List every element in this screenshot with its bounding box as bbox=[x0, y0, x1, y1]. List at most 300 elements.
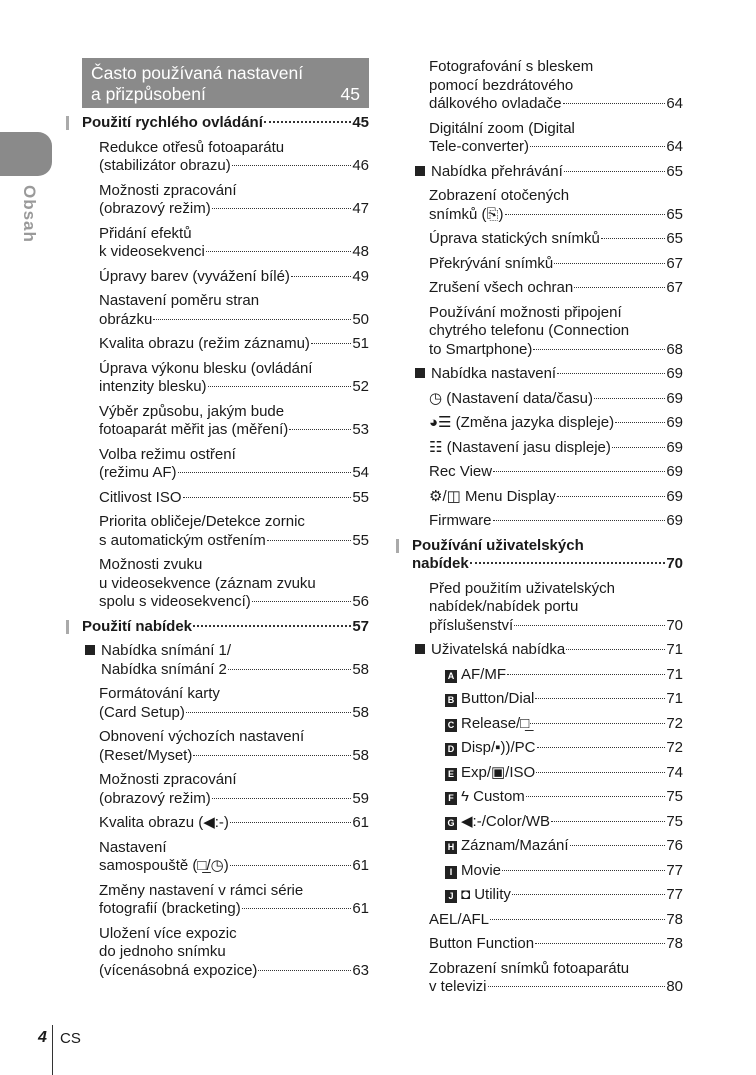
toc-entry-row bbox=[99, 268, 369, 287]
leader-dots bbox=[212, 208, 352, 209]
leader-dots bbox=[488, 986, 666, 987]
leader-dots bbox=[232, 165, 352, 166]
custom-menu-icon: G bbox=[445, 817, 457, 830]
footer-divider bbox=[52, 1025, 53, 1075]
toc-entry-row bbox=[445, 666, 683, 685]
toc-entry-title: ◘ Utility bbox=[461, 886, 511, 903]
toc-entry-page: 74 bbox=[666, 763, 683, 781]
toc-entry-line: Obnovení výchozích nastavení bbox=[99, 728, 305, 745]
toc-entry-line: Digitální zoom (Digital bbox=[429, 119, 575, 137]
toc-entry-page: 69 bbox=[666, 365, 683, 382]
toc-entry-row bbox=[445, 813, 683, 832]
toc-entry-title: (Card Setup) bbox=[99, 703, 185, 721]
toc-entry[interactable] bbox=[412, 163, 683, 182]
toc-entry-line: Před použitím uživatelských bbox=[429, 579, 615, 597]
leader-dots bbox=[554, 263, 665, 264]
toc-entry-page: 63 bbox=[352, 961, 369, 979]
toc-entry-line: pomocí bezdrátového bbox=[429, 76, 574, 94]
toc-entry-row bbox=[99, 311, 369, 330]
toc-entry[interactable] bbox=[82, 839, 369, 876]
toc-entry-row bbox=[445, 690, 683, 709]
custom-menu-icon: D bbox=[445, 743, 457, 756]
section-header-line2: a přizpůsobení bbox=[91, 84, 206, 104]
toc-right-list bbox=[412, 58, 683, 997]
leader-dots bbox=[258, 970, 351, 971]
toc-entry-page: 69 bbox=[666, 414, 683, 431]
toc-entry-line: Redukce otřesů fotoaparátu bbox=[99, 138, 285, 156]
toc-entry-page: 70 bbox=[666, 616, 683, 634]
leader-dots bbox=[557, 496, 665, 497]
toc-entry-page: 72 bbox=[666, 714, 683, 732]
toc-entry-title: spolu s videosekvencí) bbox=[99, 593, 251, 610]
toc-entry-page: 58 bbox=[352, 660, 369, 678]
toc-entry-line: Výběr způsobu, jakým bude bbox=[99, 402, 285, 420]
toc-entry-row bbox=[445, 788, 683, 807]
toc-entry[interactable] bbox=[82, 268, 369, 287]
toc-entry-page: 64 bbox=[666, 95, 683, 112]
toc-entry-page: 71 bbox=[666, 665, 683, 683]
toc-entry-title: k videosekvenci bbox=[99, 243, 205, 260]
toc-entry-row bbox=[429, 617, 683, 636]
custom-menu-icon: A bbox=[445, 670, 457, 683]
toc-entry-row bbox=[429, 206, 683, 225]
toc-entry-page: 67 bbox=[666, 279, 683, 296]
toc-entry-line: Nabídka snímání 1/ bbox=[101, 642, 232, 659]
toc-entry[interactable] bbox=[412, 58, 683, 114]
leader-dots bbox=[551, 821, 665, 822]
section-header[interactable] bbox=[82, 58, 369, 108]
toc-entry[interactable] bbox=[82, 642, 369, 679]
toc-entry[interactable] bbox=[412, 666, 683, 685]
toc-entry[interactable] bbox=[82, 556, 369, 612]
toc-entry-title: ϟ Custom bbox=[461, 788, 525, 805]
toc-entry[interactable] bbox=[82, 446, 369, 483]
toc-entry-page: 64 bbox=[666, 138, 683, 155]
section-marker bbox=[66, 116, 69, 130]
toc-entry-line: u videosekvence (záznam zvuku bbox=[99, 574, 316, 592]
toc-entry-row bbox=[99, 962, 369, 981]
toc-entry[interactable] bbox=[82, 139, 369, 176]
toc-entry-title: Uživatelská nabídka bbox=[431, 641, 566, 658]
toc-entry[interactable] bbox=[412, 739, 683, 758]
leader-dots bbox=[594, 398, 665, 399]
toc-entry-row bbox=[429, 341, 683, 360]
leader-dots bbox=[311, 343, 351, 344]
toc-entry-line: Přidání efektů bbox=[99, 224, 192, 242]
section-header-page: 45 bbox=[340, 84, 360, 104]
toc-entry-row bbox=[82, 618, 369, 637]
toc-entry[interactable] bbox=[412, 715, 683, 734]
toc-entry-title: samospouště (□̲/◷) bbox=[99, 857, 229, 874]
toc-entry-page: 65 bbox=[666, 205, 683, 223]
leader-dots bbox=[242, 908, 352, 909]
toc-entry-page: 55 bbox=[352, 488, 369, 506]
toc-entry-page: 75 bbox=[666, 812, 683, 830]
toc-entry-line-wrap bbox=[82, 642, 369, 661]
custom-menu-icon: I bbox=[445, 866, 457, 879]
page-number: 4 bbox=[38, 1029, 47, 1046]
toc-entry-title: Použití rychlého ovládání bbox=[82, 114, 263, 131]
bullet-square bbox=[415, 644, 425, 654]
toc-entry-title: Button/Dial bbox=[461, 690, 535, 707]
toc-entry[interactable] bbox=[82, 182, 369, 219]
toc-entry-title: příslušenství bbox=[429, 616, 514, 634]
toc-entry-row bbox=[429, 138, 683, 157]
leader-dots bbox=[178, 472, 352, 473]
leader-dots bbox=[206, 251, 351, 252]
toc-entry-page: 59 bbox=[352, 789, 369, 807]
toc-entry-title: Úpravy barev (vyvážení bílé) bbox=[99, 267, 290, 285]
leader-dots bbox=[212, 798, 352, 799]
toc-entry[interactable] bbox=[412, 886, 683, 905]
toc-entry-row bbox=[445, 886, 683, 905]
toc-entry-row bbox=[445, 715, 683, 734]
toc-entry-line: Možnosti zpracování bbox=[99, 181, 237, 199]
toc-entry-title: ☷ (Nastavení jasu displeje) bbox=[429, 438, 611, 456]
leader-dots bbox=[153, 319, 351, 320]
toc-entry-row bbox=[99, 747, 369, 766]
toc-entry[interactable] bbox=[412, 488, 683, 507]
toc-entry-title: ◕☰ (Změna jazyka displeje) bbox=[429, 414, 615, 431]
toc-entry-title: fotografií (bracketing) bbox=[99, 900, 241, 917]
toc-entry-title: (režimu AF) bbox=[99, 464, 177, 481]
toc-entry-page: 65 bbox=[666, 162, 683, 180]
toc-entry[interactable] bbox=[82, 292, 369, 329]
leader-dots bbox=[557, 373, 665, 374]
toc-entry-row bbox=[429, 279, 683, 298]
toc-entry-page: 46 bbox=[352, 157, 369, 174]
toc-entry[interactable] bbox=[412, 120, 683, 157]
toc-entry-title: (obrazový režim) bbox=[99, 789, 211, 807]
toc-entry-title: s automatickým ostřením bbox=[99, 531, 266, 549]
toc-entry-row bbox=[99, 464, 369, 483]
toc-entry[interactable] bbox=[82, 882, 369, 919]
leader-dots bbox=[530, 146, 665, 147]
leader-dots bbox=[570, 845, 666, 846]
leader-dots bbox=[264, 121, 351, 123]
toc-entry-row bbox=[429, 911, 683, 930]
toc-entry-page: 67 bbox=[666, 254, 683, 272]
toc-entry-title: Rec View bbox=[429, 463, 493, 480]
toc-entry[interactable] bbox=[412, 439, 683, 458]
toc-entry-page: 69 bbox=[666, 512, 683, 529]
toc-entry-title: AEL/AFL bbox=[429, 910, 490, 928]
toc-entry[interactable] bbox=[412, 390, 683, 409]
toc-entry-title: Zrušení všech ochran bbox=[429, 279, 574, 296]
toc-entry-title: intenzity blesku) bbox=[99, 378, 207, 395]
leader-dots bbox=[537, 747, 666, 748]
leader-dots bbox=[514, 625, 665, 626]
toc-entry-title: (Reset/Myset) bbox=[99, 746, 193, 764]
toc-entry-title: Movie bbox=[461, 861, 502, 879]
toc-entry-title: snímků (⎘) bbox=[429, 205, 504, 223]
toc-entry-page: 50 bbox=[352, 310, 369, 328]
toc-entry-title: Exp/▣/ISO bbox=[461, 763, 536, 781]
toc-entry[interactable] bbox=[82, 335, 369, 354]
bullet-square bbox=[415, 166, 425, 176]
toc-entry-row bbox=[99, 814, 369, 833]
toc-entry[interactable] bbox=[412, 960, 683, 997]
toc-entry-line: Volba režimu ostření bbox=[99, 445, 236, 463]
toc-entry-row bbox=[99, 243, 369, 262]
toc-entry-title: ◷ (Nastavení data/času) bbox=[429, 389, 593, 407]
toc-entry-page: 72 bbox=[666, 739, 683, 756]
leader-dots bbox=[526, 796, 666, 797]
side-label: Obsah bbox=[20, 185, 39, 243]
toc-entry-page: 51 bbox=[352, 335, 369, 352]
toc-entry[interactable] bbox=[82, 225, 369, 262]
toc-entry-row bbox=[429, 935, 683, 954]
toc-entry-page: 71 bbox=[666, 641, 683, 658]
leader-dots bbox=[470, 562, 666, 564]
toc-entry-row bbox=[412, 641, 683, 660]
toc-entry-line: Zobrazení snímků fotoaparátu bbox=[429, 959, 630, 977]
toc-entry[interactable] bbox=[82, 114, 369, 133]
toc-left-list bbox=[82, 114, 369, 980]
toc-entry-page: 78 bbox=[666, 935, 683, 952]
leader-dots bbox=[615, 422, 665, 423]
toc-entry-page: 52 bbox=[352, 378, 369, 395]
toc-entry-line: Fotografování s bleskem bbox=[429, 58, 594, 75]
toc-entry-page: 69 bbox=[666, 438, 683, 456]
section-header-line1: Často používaná nastavení bbox=[91, 63, 304, 83]
leader-dots bbox=[289, 429, 351, 430]
toc-entry-title: Kvalita obrazu (režim záznamu) bbox=[99, 335, 310, 352]
toc-entry[interactable] bbox=[82, 925, 369, 981]
toc-entry[interactable] bbox=[412, 187, 683, 224]
side-tab bbox=[0, 132, 52, 176]
toc-entry-page: 47 bbox=[352, 200, 369, 217]
toc-entry-title: Release/□̲ bbox=[461, 714, 530, 732]
toc-entry-row bbox=[99, 200, 369, 219]
toc-entry-row bbox=[99, 335, 369, 354]
leader-dots bbox=[530, 723, 665, 724]
toc-entry-title: obrázku bbox=[99, 310, 153, 328]
toc-entry[interactable] bbox=[82, 360, 369, 397]
toc-entry-title: to Smartphone) bbox=[429, 340, 533, 358]
section-marker bbox=[66, 620, 69, 634]
leader-dots bbox=[493, 471, 665, 472]
toc-entry[interactable] bbox=[82, 403, 369, 440]
toc-entry-row bbox=[429, 439, 683, 458]
toc-entry-page: 65 bbox=[666, 230, 683, 247]
toc-entry-page: 56 bbox=[352, 593, 369, 610]
toc-entry[interactable] bbox=[412, 230, 683, 249]
toc-entry[interactable] bbox=[82, 685, 369, 722]
toc-entry-row bbox=[445, 837, 683, 856]
toc-entry-row bbox=[99, 593, 369, 612]
toc-entry[interactable] bbox=[412, 537, 683, 574]
leader-dots bbox=[252, 601, 352, 602]
toc-entry-line: Uložení více expozic bbox=[99, 924, 237, 942]
toc-entry-row bbox=[429, 512, 683, 531]
toc-entry-page: 45 bbox=[352, 114, 369, 131]
toc-entry-row bbox=[412, 365, 683, 384]
bullet-square bbox=[85, 645, 95, 655]
toc-entry-title: v televizi bbox=[429, 978, 487, 995]
toc-entry[interactable] bbox=[412, 304, 683, 360]
toc-entry[interactable] bbox=[412, 935, 683, 954]
toc-entry-page: 78 bbox=[666, 910, 683, 928]
toc-entry-row bbox=[429, 978, 683, 997]
toc-entry-title: Nabídka snímání 2 bbox=[101, 660, 227, 678]
toc-entry-row bbox=[445, 862, 683, 881]
toc-entry-row bbox=[99, 421, 369, 440]
custom-menu-icon: F bbox=[445, 792, 457, 805]
toc-entry[interactable] bbox=[82, 814, 369, 833]
toc-entry-title: Button Function bbox=[429, 935, 535, 952]
toc-entry-page: 61 bbox=[352, 900, 369, 917]
toc-entry-row bbox=[99, 378, 369, 397]
toc-entry-page: 77 bbox=[666, 861, 683, 879]
toc-entry-title: (obrazový režim) bbox=[99, 200, 211, 217]
toc-entry-page: 57 bbox=[352, 617, 369, 635]
leader-dots bbox=[535, 698, 665, 699]
custom-menu-icon: C bbox=[445, 719, 457, 732]
toc-entry[interactable] bbox=[412, 414, 683, 433]
toc-entry[interactable] bbox=[82, 489, 369, 508]
leader-dots bbox=[512, 894, 665, 895]
toc-entry[interactable] bbox=[412, 911, 683, 930]
toc-entry-page: 76 bbox=[666, 837, 683, 854]
leader-dots bbox=[183, 497, 352, 498]
leader-dots bbox=[502, 870, 665, 871]
toc-entry-line: Formátování karty bbox=[99, 685, 220, 702]
custom-menu-icon: B bbox=[445, 694, 457, 707]
toc-entry-page: 69 bbox=[666, 487, 683, 505]
section-marker bbox=[396, 539, 399, 553]
leader-dots bbox=[228, 669, 351, 670]
leader-dots bbox=[493, 520, 666, 521]
leader-dots bbox=[230, 865, 352, 866]
toc-entry[interactable] bbox=[82, 513, 369, 550]
toc-entry-title: ⚙/◫ Menu Display bbox=[429, 487, 556, 505]
toc-entry-page: 75 bbox=[666, 788, 683, 805]
toc-entry-page: 61 bbox=[352, 814, 369, 831]
toc-entry-row bbox=[412, 163, 683, 182]
toc-entry-page: 71 bbox=[666, 690, 683, 707]
toc-entry[interactable] bbox=[412, 641, 683, 660]
toc-entry-title: Záznam/Mazání bbox=[461, 837, 569, 854]
toc-entry-row bbox=[429, 95, 683, 114]
toc-entry-line: do jednoho snímku bbox=[99, 943, 226, 960]
leader-dots bbox=[536, 772, 665, 773]
toc-entry-line: Možnosti zpracování bbox=[99, 771, 237, 788]
toc-entry[interactable] bbox=[82, 618, 369, 637]
toc-entry-title: (stabilizátor obrazu) bbox=[99, 157, 231, 174]
leader-dots bbox=[505, 214, 666, 215]
toc-left-column bbox=[82, 58, 369, 986]
toc-entry-page: 80 bbox=[666, 978, 683, 995]
toc-entry[interactable] bbox=[412, 813, 683, 832]
toc-entry-page: 48 bbox=[352, 243, 369, 260]
custom-menu-icon: E bbox=[445, 768, 457, 781]
toc-entry[interactable] bbox=[412, 580, 683, 636]
toc-entry-line: Priorita obličeje/Detekce zornic bbox=[99, 513, 305, 530]
toc-entry-line: Používání uživatelských bbox=[412, 536, 584, 554]
toc-entry-line: Možnosti zvuku bbox=[99, 556, 203, 573]
toc-entry-page: 55 bbox=[352, 531, 369, 549]
toc-entry[interactable] bbox=[412, 512, 683, 531]
toc-entry-row bbox=[429, 390, 683, 409]
toc-entry[interactable] bbox=[412, 862, 683, 881]
toc-entry-row bbox=[99, 489, 369, 508]
toc-entry-row bbox=[445, 739, 683, 758]
toc-entry-row bbox=[429, 230, 683, 249]
custom-menu-icon: J bbox=[445, 890, 457, 903]
toc-entry-row bbox=[429, 414, 683, 433]
toc-entry-page: 77 bbox=[666, 886, 683, 903]
toc-entry-line: Zobrazení otočených bbox=[429, 187, 570, 204]
toc-entry-row bbox=[99, 532, 369, 551]
toc-entry-title: nabídek bbox=[412, 555, 469, 572]
leader-dots bbox=[267, 540, 352, 541]
toc-entry-page: 58 bbox=[352, 746, 369, 764]
toc-right-column bbox=[412, 58, 683, 1003]
leader-dots bbox=[601, 238, 665, 239]
toc-entry[interactable] bbox=[412, 463, 683, 482]
toc-entry[interactable] bbox=[82, 771, 369, 808]
leader-dots bbox=[564, 171, 666, 172]
toc-entry-page: 69 bbox=[666, 389, 683, 407]
toc-entry-title: fotoaparát měřit jas (měření) bbox=[99, 421, 289, 438]
toc-entry-title: AF/MF bbox=[461, 665, 506, 683]
toc-entry[interactable] bbox=[412, 788, 683, 807]
leader-dots bbox=[507, 674, 665, 675]
toc-entry[interactable] bbox=[412, 255, 683, 274]
toc-entry-title: Překrývání snímků bbox=[429, 254, 554, 272]
toc-entry[interactable] bbox=[82, 728, 369, 765]
toc-entry[interactable] bbox=[412, 764, 683, 783]
toc-entry[interactable] bbox=[412, 279, 683, 298]
leader-dots bbox=[291, 276, 351, 277]
toc-entry-row bbox=[99, 157, 369, 176]
toc-entry-title: Tele-converter) bbox=[429, 138, 530, 155]
toc-entry-line: Nastavení poměru stran bbox=[99, 292, 260, 309]
toc-entry-row bbox=[429, 463, 683, 482]
toc-entry[interactable] bbox=[412, 365, 683, 384]
toc-entry-page: 70 bbox=[666, 555, 683, 572]
bullet-square bbox=[415, 368, 425, 378]
toc-entry-row bbox=[445, 764, 683, 783]
toc-entry-line: Změny nastavení v rámci série bbox=[99, 881, 304, 899]
toc-entry-row bbox=[412, 555, 683, 574]
toc-entry-line: Používání možnosti připojení bbox=[429, 303, 622, 321]
toc-entry-row bbox=[429, 255, 683, 274]
leader-dots bbox=[533, 349, 665, 350]
leader-dots bbox=[566, 649, 665, 650]
toc-entry-title: ◀:-/Color/WB bbox=[461, 812, 551, 830]
toc-entry-line: Nastavení bbox=[99, 838, 167, 856]
toc-entry-title: Disp/▪))/PC bbox=[461, 739, 536, 756]
leader-dots bbox=[208, 386, 352, 387]
toc-entry-page: 53 bbox=[352, 421, 369, 438]
toc-entry-page: 54 bbox=[352, 464, 369, 481]
toc-entry[interactable] bbox=[412, 690, 683, 709]
toc-entry-page: 69 bbox=[666, 463, 683, 480]
toc-entry-title: Kvalita obrazu (◀:-) bbox=[99, 814, 229, 831]
leader-dots bbox=[612, 447, 665, 448]
leader-dots bbox=[490, 919, 665, 920]
toc-entry-line: chytrého telefonu (Connection bbox=[429, 322, 630, 339]
toc-entry-title: (vícenásobná expozice) bbox=[99, 961, 258, 979]
toc-entry-row bbox=[99, 900, 369, 919]
toc-entry-line: Úprava výkonu blesku (ovládání bbox=[99, 359, 313, 377]
leader-dots bbox=[193, 755, 351, 756]
leader-dots bbox=[193, 625, 351, 627]
toc-entry[interactable] bbox=[412, 837, 683, 856]
toc-entry-row bbox=[429, 488, 683, 507]
